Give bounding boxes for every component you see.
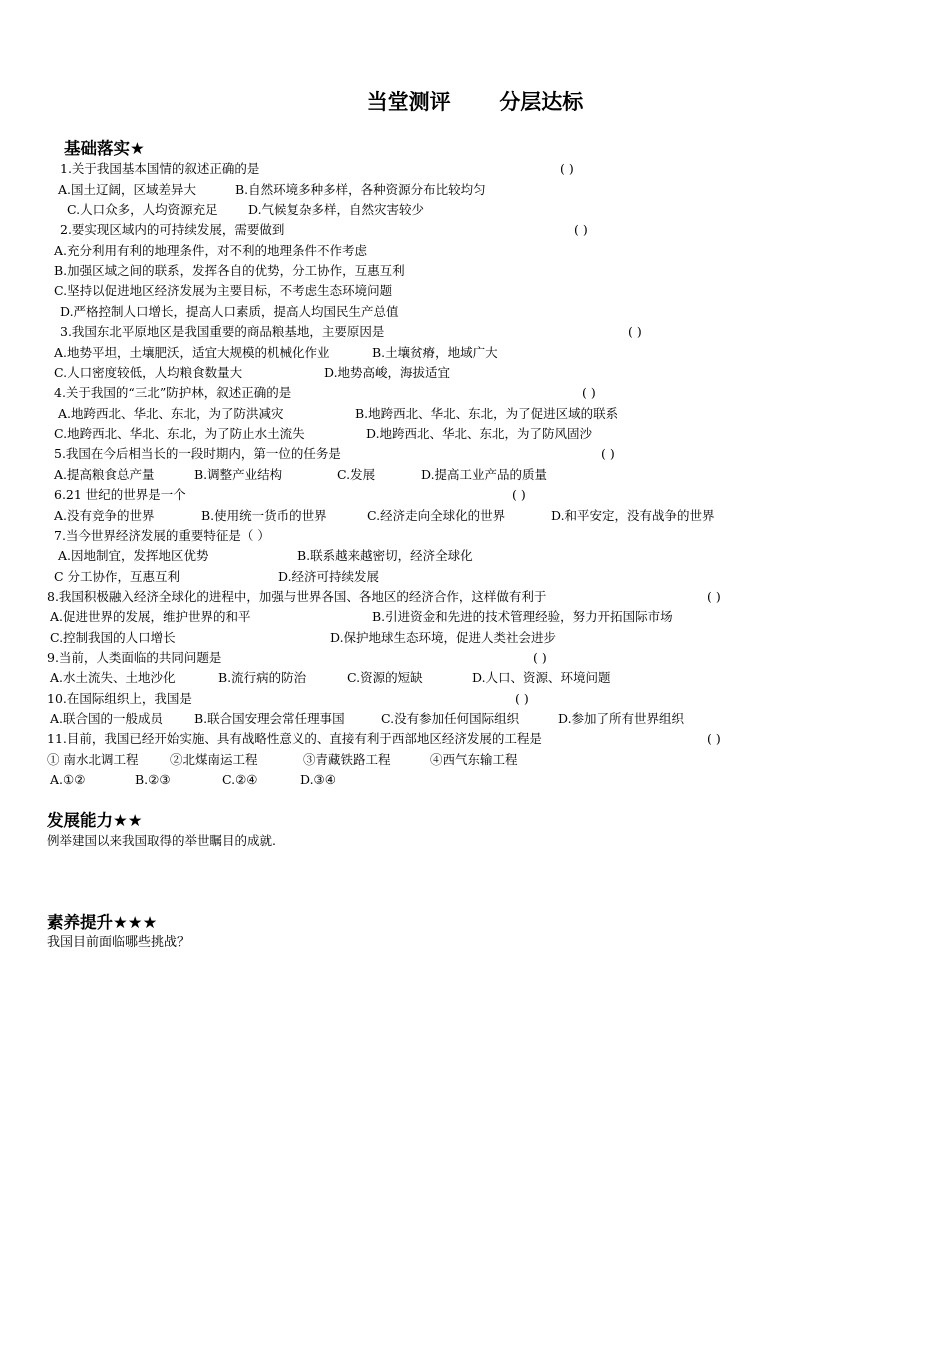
question-3-option-c: C.人口密度较低，人均粮食数量大 [54,365,243,380]
question-7-option-d: D.经济可持续发展 [278,569,380,584]
section-heading-improve: 素养提升★★★ [47,913,158,932]
question-11-option-d: D.③④ [300,772,336,787]
question-2-answer-blank: ( ) [574,222,588,237]
question-11-item-2: ②北煤南运工程 [170,752,258,767]
improve-prompt: 我国目前面临哪些挑战？ [47,935,191,950]
question-1-option-d: D.气候复杂多样，自然灾害较少 [248,202,425,217]
question-1-option-c: C.人口众多，人均资源充足 [67,202,218,217]
question-9-option-a: A.水土流失、土地沙化 [50,670,176,685]
question-6-option-c: C.经济走向全球化的世界 [367,508,506,523]
question-2-option-d: D.严格控制人口增长，提高人口素质，提高人均国民生产总值 [60,304,399,319]
question-9-stem: 9.当前，人类面临的共同问题是 [47,650,222,665]
question-9-option-b: B.流行病的防治 [218,670,307,685]
question-11-answer-blank: ( ) [707,731,721,746]
question-10-option-d: D.参加了所有世界组织 [558,711,685,726]
title-part1: 当堂测评 [366,90,451,114]
question-9-option-d: D.人口、资源、环境问题 [472,670,611,685]
question-4-answer-blank: ( ) [582,385,596,400]
question-10-option-c: C.没有参加任何国际组织 [381,711,520,726]
title-part2: 分层达标 [499,90,584,114]
develop-prompt: 例举建国以来我国取得的举世瞩目的成就. [47,833,276,848]
question-3-stem: 3.我国东北平原地区是我国重要的商品粮基地，主要原因是 [60,324,385,339]
question-8-option-a: A.促进世界的发展，维护世界的和平 [50,609,251,624]
question-5-answer-blank: ( ) [601,446,615,461]
question-11-item-1: ① 南水北调工程 [47,752,139,767]
question-4-stem: 4.关于我国的“三北”防护林，叙述正确的是 [54,385,292,400]
question-9-option-c: C.资源的短缺 [347,670,423,685]
page-title [0,86,950,116]
question-10-stem: 10.在国际组织上，我国是 [47,691,192,706]
question-6-answer-blank: ( ) [512,487,526,502]
question-6-option-a: A.没有竞争的世界 [54,508,155,523]
question-8-option-b: B.引进资金和先进的技术管理经验，努力开拓国际市场 [372,609,673,624]
question-1-option-a: A.国土辽阔，区域差异大 [58,182,197,197]
question-8-answer-blank: ( ) [707,589,721,604]
question-6-option-d: D.和平安定，没有战争的世界 [551,508,715,523]
question-10-answer-blank: ( ) [515,691,529,706]
question-5-stem: 5.我国在今后相当长的一段时期内，第一位的任务是 [54,446,341,461]
question-11-item-3: ③青藏铁路工程 [303,752,391,767]
question-7-stem: 7.当今世界经济发展的重要特征是（ ） [54,528,270,543]
question-10-option-b: B.联合国安理会常任理事国 [194,711,345,726]
question-7-option-c: C 分工协作，互惠互利 [54,569,181,584]
question-3-option-b: B.土壤贫瘠，地域广大 [372,345,498,360]
question-4-option-c: C.地跨西北、华北、东北，为了防止水土流失 [54,426,305,441]
question-11-option-a: A.①② [50,772,86,787]
question-11-stem: 11.目前，我国已经开始实施、具有战略性意义的、直接有利于西部地区经济发展的工程是 [47,731,542,746]
question-2-option-a: A.充分利用有利的地理条件，对不利的地理条件不作考虑 [54,243,368,258]
question-5-option-c: C.发展 [337,467,376,482]
question-11-option-c: C.②④ [222,772,258,787]
question-2-stem: 2.要实现区域内的可持续发展，需要做到 [60,222,285,237]
question-8-stem: 8.我国积极融入经济全球化的进程中，加强与世界各国、各地区的经济合作，这样做有利于 [47,589,547,604]
section-heading-basic: 基础落实★ [64,139,145,158]
question-1-answer-blank: ( ) [560,161,574,176]
question-6-option-b: B.使用统一货币的世界 [201,508,327,523]
question-5-option-b: B.调整产业结构 [194,467,283,482]
question-6-stem: 6.21 世纪的世界是一个 [54,487,186,502]
question-4-option-a: A.地跨西北、华北、东北，为了防洪减灾 [58,406,284,421]
question-4-option-b: B.地跨西北、华北、东北，为了促进区域的联系 [355,406,619,421]
question-8-option-c: C.控制我国的人口增长 [50,630,176,645]
question-3-option-d: D.地势高峻，海拔适宜 [324,365,451,380]
question-1-option-b: B.自然环境多种多样，各种资源分布比较均匀 [235,182,486,197]
question-3-answer-blank: ( ) [628,324,642,339]
question-2-option-b: B.加强区域之间的联系，发挥各自的优势，分工协作，互惠互利 [54,263,405,278]
question-1-stem: 1.关于我国基本国情的叙述正确的是 [60,161,260,176]
question-7-option-b: B.联系越来越密切，经济全球化 [297,548,473,563]
question-10-option-a: A.联合国的一般成员 [50,711,164,726]
question-4-option-d: D.地跨西北、华北、东北，为了防风固沙 [366,426,593,441]
question-11-option-b: B.②③ [135,772,171,787]
question-11-item-4: ④西气东输工程 [430,752,518,767]
question-3-option-a: A.地势平坦，土壤肥沃，适宜大规模的机械化作业 [54,345,330,360]
question-5-option-a: A.提高粮食总产量 [54,467,155,482]
question-7-option-a: A.因地制宜，发挥地区优势 [58,548,209,563]
question-8-option-d: D.保护地球生态环境，促进人类社会进步 [330,630,557,645]
question-2-option-c: C.坚持以促进地区经济发展为主要目标，不考虑生态环境问题 [54,283,393,298]
section-heading-develop: 发展能力★★ [47,811,143,830]
question-5-option-d: D.提高工业产品的质量 [421,467,548,482]
question-9-answer-blank: ( ) [533,650,547,665]
